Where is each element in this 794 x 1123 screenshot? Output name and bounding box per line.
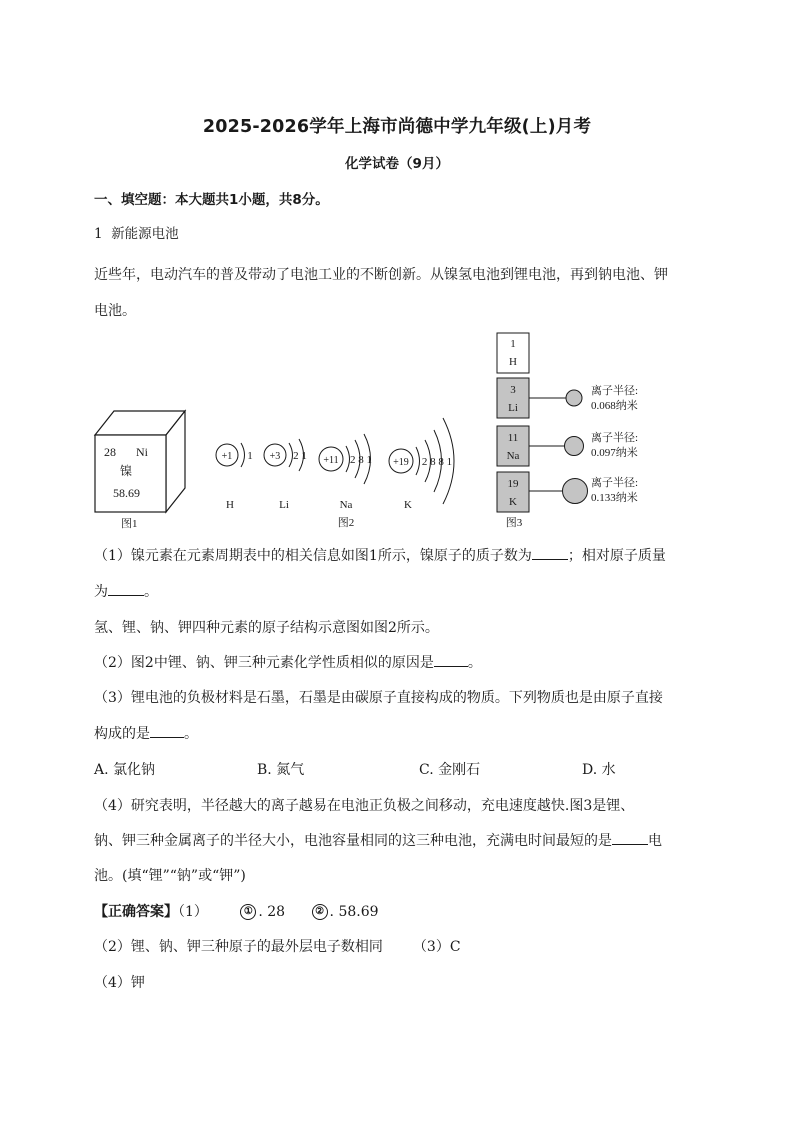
fig3-li-number: 3 <box>510 384 516 396</box>
question-1-heading <box>94 222 179 242</box>
q4-line-1: （4）研究表明，半径越大的离子越易在电池正负极之间移动，充电速度越快.图3是锂、 <box>94 798 635 814</box>
fig3-cell-h <box>497 333 529 373</box>
atom-na-electrons: 2 8 1 <box>350 454 372 466</box>
q3-text: 构成的是 <box>94 726 150 742</box>
q2-text: （2）图2中锂、钠、钾三种元素化学性质相似的原因是 <box>94 655 434 671</box>
intro-line-1: 近些年，电动汽车的普及带动了电池工业的不断创新。从镍氢电池到锂电池，再到钠电池、钾 <box>94 267 668 283</box>
atom-k <box>389 418 454 511</box>
option-b[interactable]: B. 氮气 <box>257 762 305 778</box>
answer-part-1: （1） <box>178 904 208 920</box>
answer-blank-proton-number[interactable] <box>532 546 568 560</box>
fig3-na-radius-value: 0.097纳米 <box>591 447 638 459</box>
fig1-caption: 图1 <box>121 518 138 530</box>
fig3-li-radius-label: 离子半径: <box>591 385 639 397</box>
fig3-k-radius-value: 0.133纳米 <box>591 492 638 504</box>
figures <box>0 330 794 535</box>
fig3-h-number: 1 <box>510 338 516 350</box>
fig3-cell-li <box>497 378 638 418</box>
q2-text-end: 。 <box>467 655 482 671</box>
fig3-na-symbol: Na <box>506 450 520 462</box>
answer-label: 【正确答案】 <box>94 904 178 920</box>
q1-part1-line2 <box>94 581 158 601</box>
q1-text: 为 <box>94 584 108 600</box>
fig3-k-number: 19 <box>507 478 519 490</box>
intro-line-2: 电池。 <box>94 303 136 319</box>
answer-line-3: （4）钾 <box>94 975 145 991</box>
answer-line-2 <box>94 936 461 956</box>
q1-part1-line1 <box>94 545 666 565</box>
q1-text: （1）镍元素在元素周期表中的相关信息如图1所示，镍原子的质子数为 <box>94 548 532 564</box>
q1-fig2-intro: 氢、锂、钠、钾四种元素的原子结构示意图如图2所示。 <box>94 620 439 636</box>
circled-two-marker: ② <box>312 904 328 920</box>
li-ion-circle <box>566 390 582 406</box>
atom-k-label: K <box>404 499 412 511</box>
atom-li-electrons: 2 1 <box>293 450 307 462</box>
fig3-h-symbol: H <box>509 356 517 368</box>
atom-na-nucleus: +11 <box>323 455 339 466</box>
fig3-cell-na <box>497 426 638 466</box>
atom-k-electrons: 2 8 8 1 <box>421 456 453 468</box>
answer-value-2: . 58.69 <box>329 904 379 920</box>
fig3-cell-k <box>497 472 638 512</box>
atom-li-nucleus: +3 <box>269 451 281 462</box>
answer-blank-atomic-mass[interactable] <box>108 582 144 596</box>
atom-k-nucleus: +19 <box>393 457 409 468</box>
answer-value-1: . 28 <box>258 904 286 920</box>
question-title: 新能源电池 <box>111 226 179 242</box>
fig1-atomic-number: 28 <box>104 445 116 459</box>
figure-2-atom-diagrams <box>216 418 454 529</box>
figure-3-ion-radii <box>497 333 638 529</box>
fig2-caption: 图2 <box>337 517 355 529</box>
atom-h-electrons: 1 <box>247 450 253 462</box>
fig3-na-number: 11 <box>507 432 519 444</box>
fig3-li-symbol: Li <box>508 402 518 414</box>
atom-li <box>264 439 307 511</box>
answer-part-3: （3）C <box>412 939 461 955</box>
figure-1-element-card <box>95 411 185 530</box>
q2-line <box>94 652 482 672</box>
q1-text-cont: ；相对原子质量 <box>567 548 666 564</box>
atom-na-label: Na <box>339 499 353 511</box>
fig3-li-radius-value: 0.068纳米 <box>591 400 638 412</box>
q4-text-cont: 电 <box>648 833 662 849</box>
option-a[interactable]: A. 氯化钠 <box>94 762 156 778</box>
q3-line-1: （3）锂电池的负极材料是石墨，石墨是由碳原子直接构成的物质。下列物质也是由原子直接 <box>94 690 663 706</box>
fig1-mass: 58.69 <box>113 486 140 500</box>
q4-line-2 <box>94 830 662 850</box>
answer-line-1 <box>94 901 379 921</box>
q4-text: 钠、钾三种金属离子的半径大小，电池容量相同的这三种电池，充满电时间最短的是 <box>94 833 612 849</box>
section-heading: 一、填空题：本大题共1小题，共8分。 <box>94 192 329 208</box>
q1-text-end: 。 <box>144 584 158 600</box>
q3-line-2 <box>94 723 198 743</box>
answer-blank-q4[interactable] <box>612 831 648 845</box>
answer-blank-q2[interactable] <box>434 653 468 667</box>
fig3-k-symbol: K <box>509 496 517 508</box>
k-ion-circle <box>563 479 588 504</box>
q3-text-end: 。 <box>184 726 198 742</box>
atom-na <box>319 434 372 529</box>
answer-part-2: （2）锂、钠、钾三种原子的最外层电子数相同 <box>94 939 383 955</box>
option-d[interactable]: D. 水 <box>582 762 616 778</box>
fig1-symbol: Ni <box>136 445 148 459</box>
page-subtitle: 化学试卷（9月） <box>345 156 449 172</box>
fig3-caption: 图3 <box>505 517 523 529</box>
atom-h-nucleus: +1 <box>221 451 233 462</box>
page-title: 2025-2026学年上海市尚德中学九年级(上)月考 <box>202 117 592 137</box>
q4-line-3: 池。(填“锂”“钠”或“钾”) <box>94 868 246 884</box>
fig3-k-radius-label: 离子半径: <box>591 477 639 489</box>
option-c[interactable]: C. 金刚石 <box>419 762 481 778</box>
answer-blank-q3[interactable] <box>150 724 184 738</box>
atom-li-label: Li <box>279 499 289 511</box>
fig3-na-radius-label: 离子半径: <box>591 432 639 444</box>
question-number: 1 <box>94 226 103 242</box>
fig1-name: 镍 <box>120 464 133 478</box>
atom-h-label: H <box>226 499 234 511</box>
atom-h <box>216 443 253 511</box>
circled-one-marker: ① <box>240 904 256 920</box>
na-ion-circle <box>565 437 584 456</box>
